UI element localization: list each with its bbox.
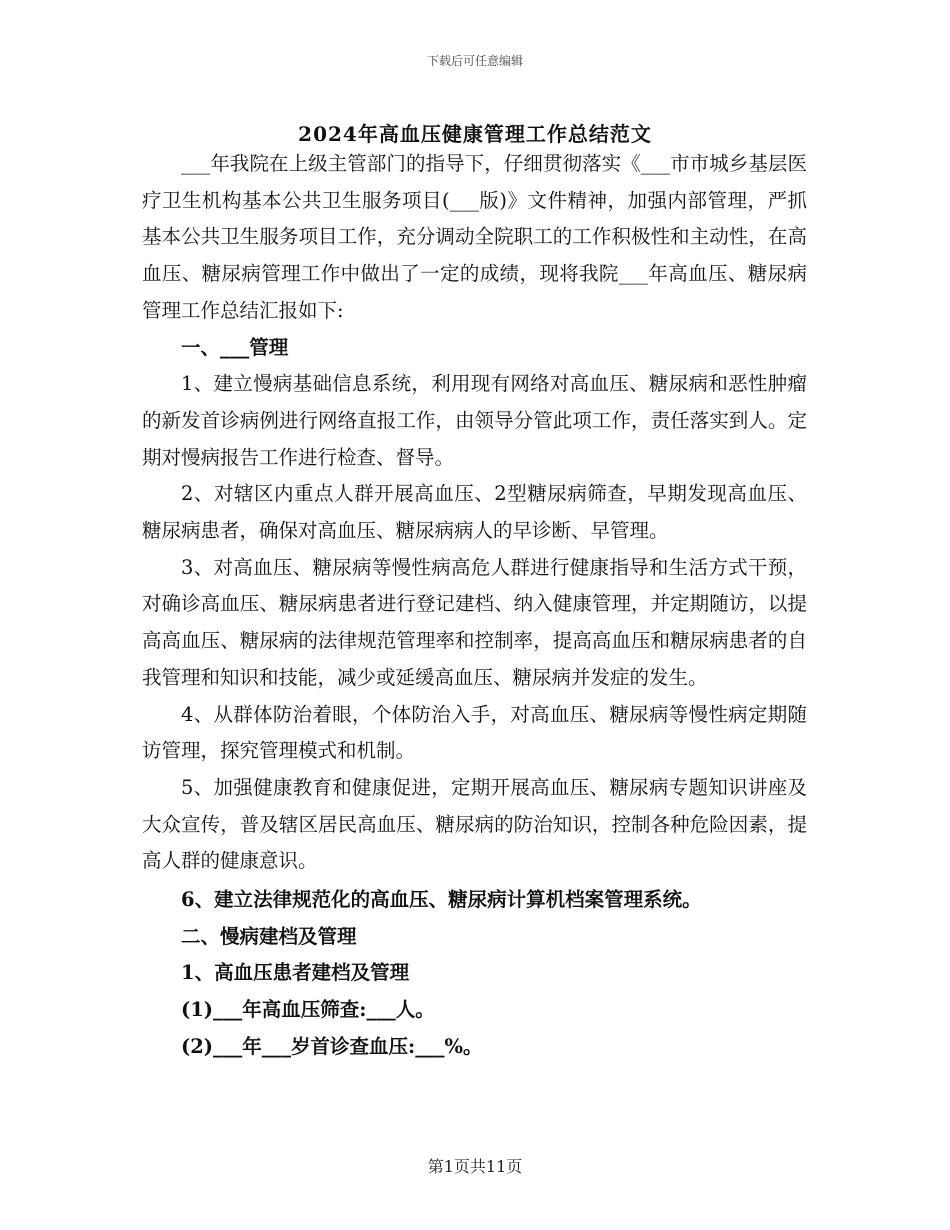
document-body [142, 146, 807, 1066]
item-paragraph-3: 3、对高血压、糖尿病等慢性病高危人群进行健康指导和生活方式干预，对确诊高血压、糖尿病患者进行登记建档、纳入健康管理，并定期随访，以提高高血压、糖尿病的法律规范管理率和控制率，提高高血压和糖尿病患者的自我管理和知识和技能，减少或延缓高血压、糖尿病并发症的发生。 [142, 555, 807, 689]
item-paragraph-2: 2、对辖区内重点人群开展高血压、2型糖尿病筛查，早期发现高血压、糖尿病患者，确保对高血压、糖尿病病人的早诊断、早管理。 [142, 482, 807, 543]
document-title: 2024年高血压健康管理工作总结范文 [298, 122, 652, 146]
stat-line-1: (1)___年高血压筛查:___人。 [181, 998, 435, 1022]
page-footer: 第1页共11页 [427, 1157, 523, 1176]
item-paragraph-4: 4、从群体防治着眼，个体防治入手，对高血压、糖尿病等慢性病定期随访管理，探究管理模式和机制。 [142, 702, 807, 763]
item-paragraph-6: 6、建立法律规范化的高血压、糖尿病计算机档案管理系统。 [181, 888, 702, 912]
stat-line-2: (2)___年___岁首诊查血压:___%。 [181, 1034, 483, 1058]
subsection-heading-1: 1、高血压患者建档及管理 [181, 961, 410, 985]
intro-paragraph: ___年我院在上级主管部门的指导下，仔细贯彻落实《___市市城乡基层医疗卫生机构基本公共卫生服务项目(___版)》文件精神，加强内部管理，严抓基本公共卫生服务项目工作，充分调动全院职工的工作积极性和主动性，在高血压、糖尿病管理工作中做出了一定的成绩，现将我院___年高血压、糖尿病管理工作总结汇报如下: [142, 152, 807, 322]
item-paragraph-1: 1、建立慢病基础信息系统，利用现有网络对高血压、糖尿病和恶性肿瘤的新发首诊病例进行网络直报工作，由领导分管此项工作，责任落实到人。定期对慢病报告工作进行检查、督导。 [142, 372, 807, 469]
page-header: 下载后可任意编辑 [426, 54, 523, 68]
section-heading-1: 一、___管理 [181, 335, 289, 359]
item-paragraph-5: 5、加强健康教育和健康促进，定期开展高血压、糖尿病专题知识讲座及大众宣传，普及辖区居民高血压、糖尿病的防治知识，控制各种危险因素，提高人群的健康意识。 [142, 775, 807, 873]
section-heading-2: 二、慢病建档及管理 [181, 924, 357, 948]
